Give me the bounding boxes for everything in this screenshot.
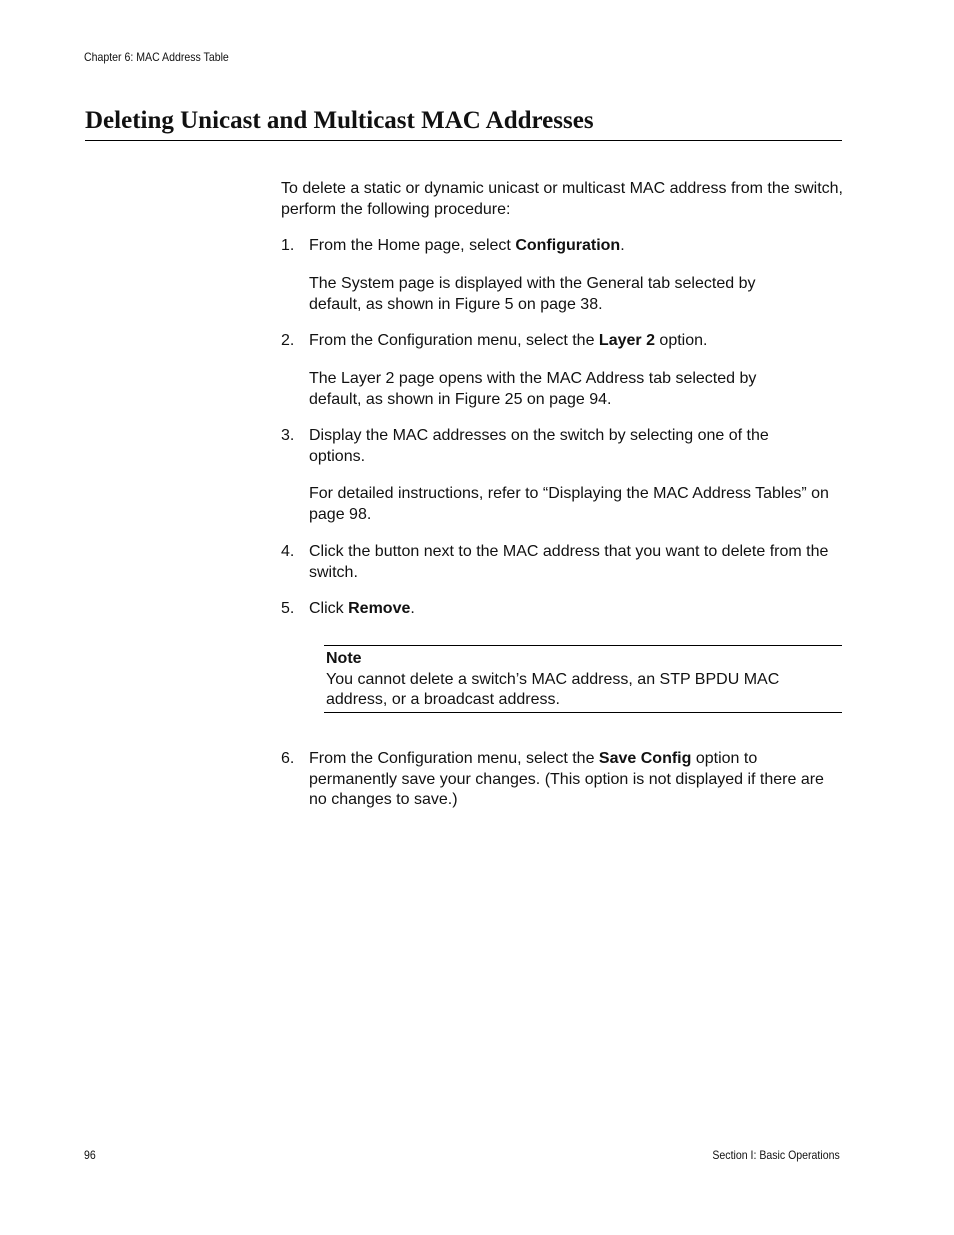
step-5-text-bold: Remove <box>348 600 411 617</box>
step-1-detail: The System page is displayed with the General tab selected by default, as shown in Figure 5 on page 38. <box>309 275 756 313</box>
step-1-text <box>309 236 849 257</box>
note-box <box>324 645 842 713</box>
intro-paragraph: To delete a static or dynamic unicast or multicast MAC address from the switch, perform the following procedure: <box>281 180 843 218</box>
step-3-text: Display the MAC addresses on the switch by selecting one of the options. <box>309 427 769 465</box>
step-5-number: 5. <box>281 600 295 617</box>
step-1-number: 1. <box>281 237 295 254</box>
step-6-text-bold: Save Config <box>598 750 692 767</box>
step-4-number: 4. <box>281 543 295 560</box>
step-2-text-bold: Layer 2 <box>598 332 655 349</box>
step-1-text-bold: Configuration <box>515 237 621 254</box>
step-4-text: Click the button next to the MAC address that you want to delete from the switch. <box>309 543 829 581</box>
note-text: You cannot delete a switch’s MAC address, an STP BPDU MAC address, or a broadcast address. <box>326 670 780 708</box>
page-number: 96 <box>84 1148 96 1162</box>
step-6-text-post: option to permanently save your changes. (This option is not displayed if there are no changes to save.) <box>309 750 824 808</box>
step-1-text-pre: From the Home page, select <box>309 237 516 254</box>
running-header: Chapter 6: MAC Address Table <box>84 50 229 64</box>
step-2-number: 2. <box>281 332 295 349</box>
step-1-text-post: . <box>620 237 625 254</box>
step-3-number: 3. <box>281 427 295 444</box>
step-6-text-pre: From the Configuration menu, select the <box>309 750 599 767</box>
running-footer: Section I: Basic Operations <box>712 1148 840 1162</box>
step-2-text <box>309 331 849 352</box>
step-5-text-post: . <box>410 600 415 617</box>
step-6-text <box>309 749 839 811</box>
step-2-text-pre: From the Configuration menu, select the <box>309 332 599 349</box>
step-2-detail: The Layer 2 page opens with the MAC Address tab selected by default, as shown in Figure 25 on page 94. <box>309 370 757 408</box>
step-3-detail: For detailed instructions, refer to “Displaying the MAC Address Tables” on page 98. <box>309 485 829 523</box>
step-5-text-pre: Click <box>309 600 349 617</box>
step-5-text <box>309 599 849 620</box>
section-title: Deleting Unicast and Multicast MAC Addresses <box>85 105 842 141</box>
note-title: Note <box>326 650 362 667</box>
step-2-text-post: option. <box>654 332 708 349</box>
step-6-number: 6. <box>281 750 295 767</box>
